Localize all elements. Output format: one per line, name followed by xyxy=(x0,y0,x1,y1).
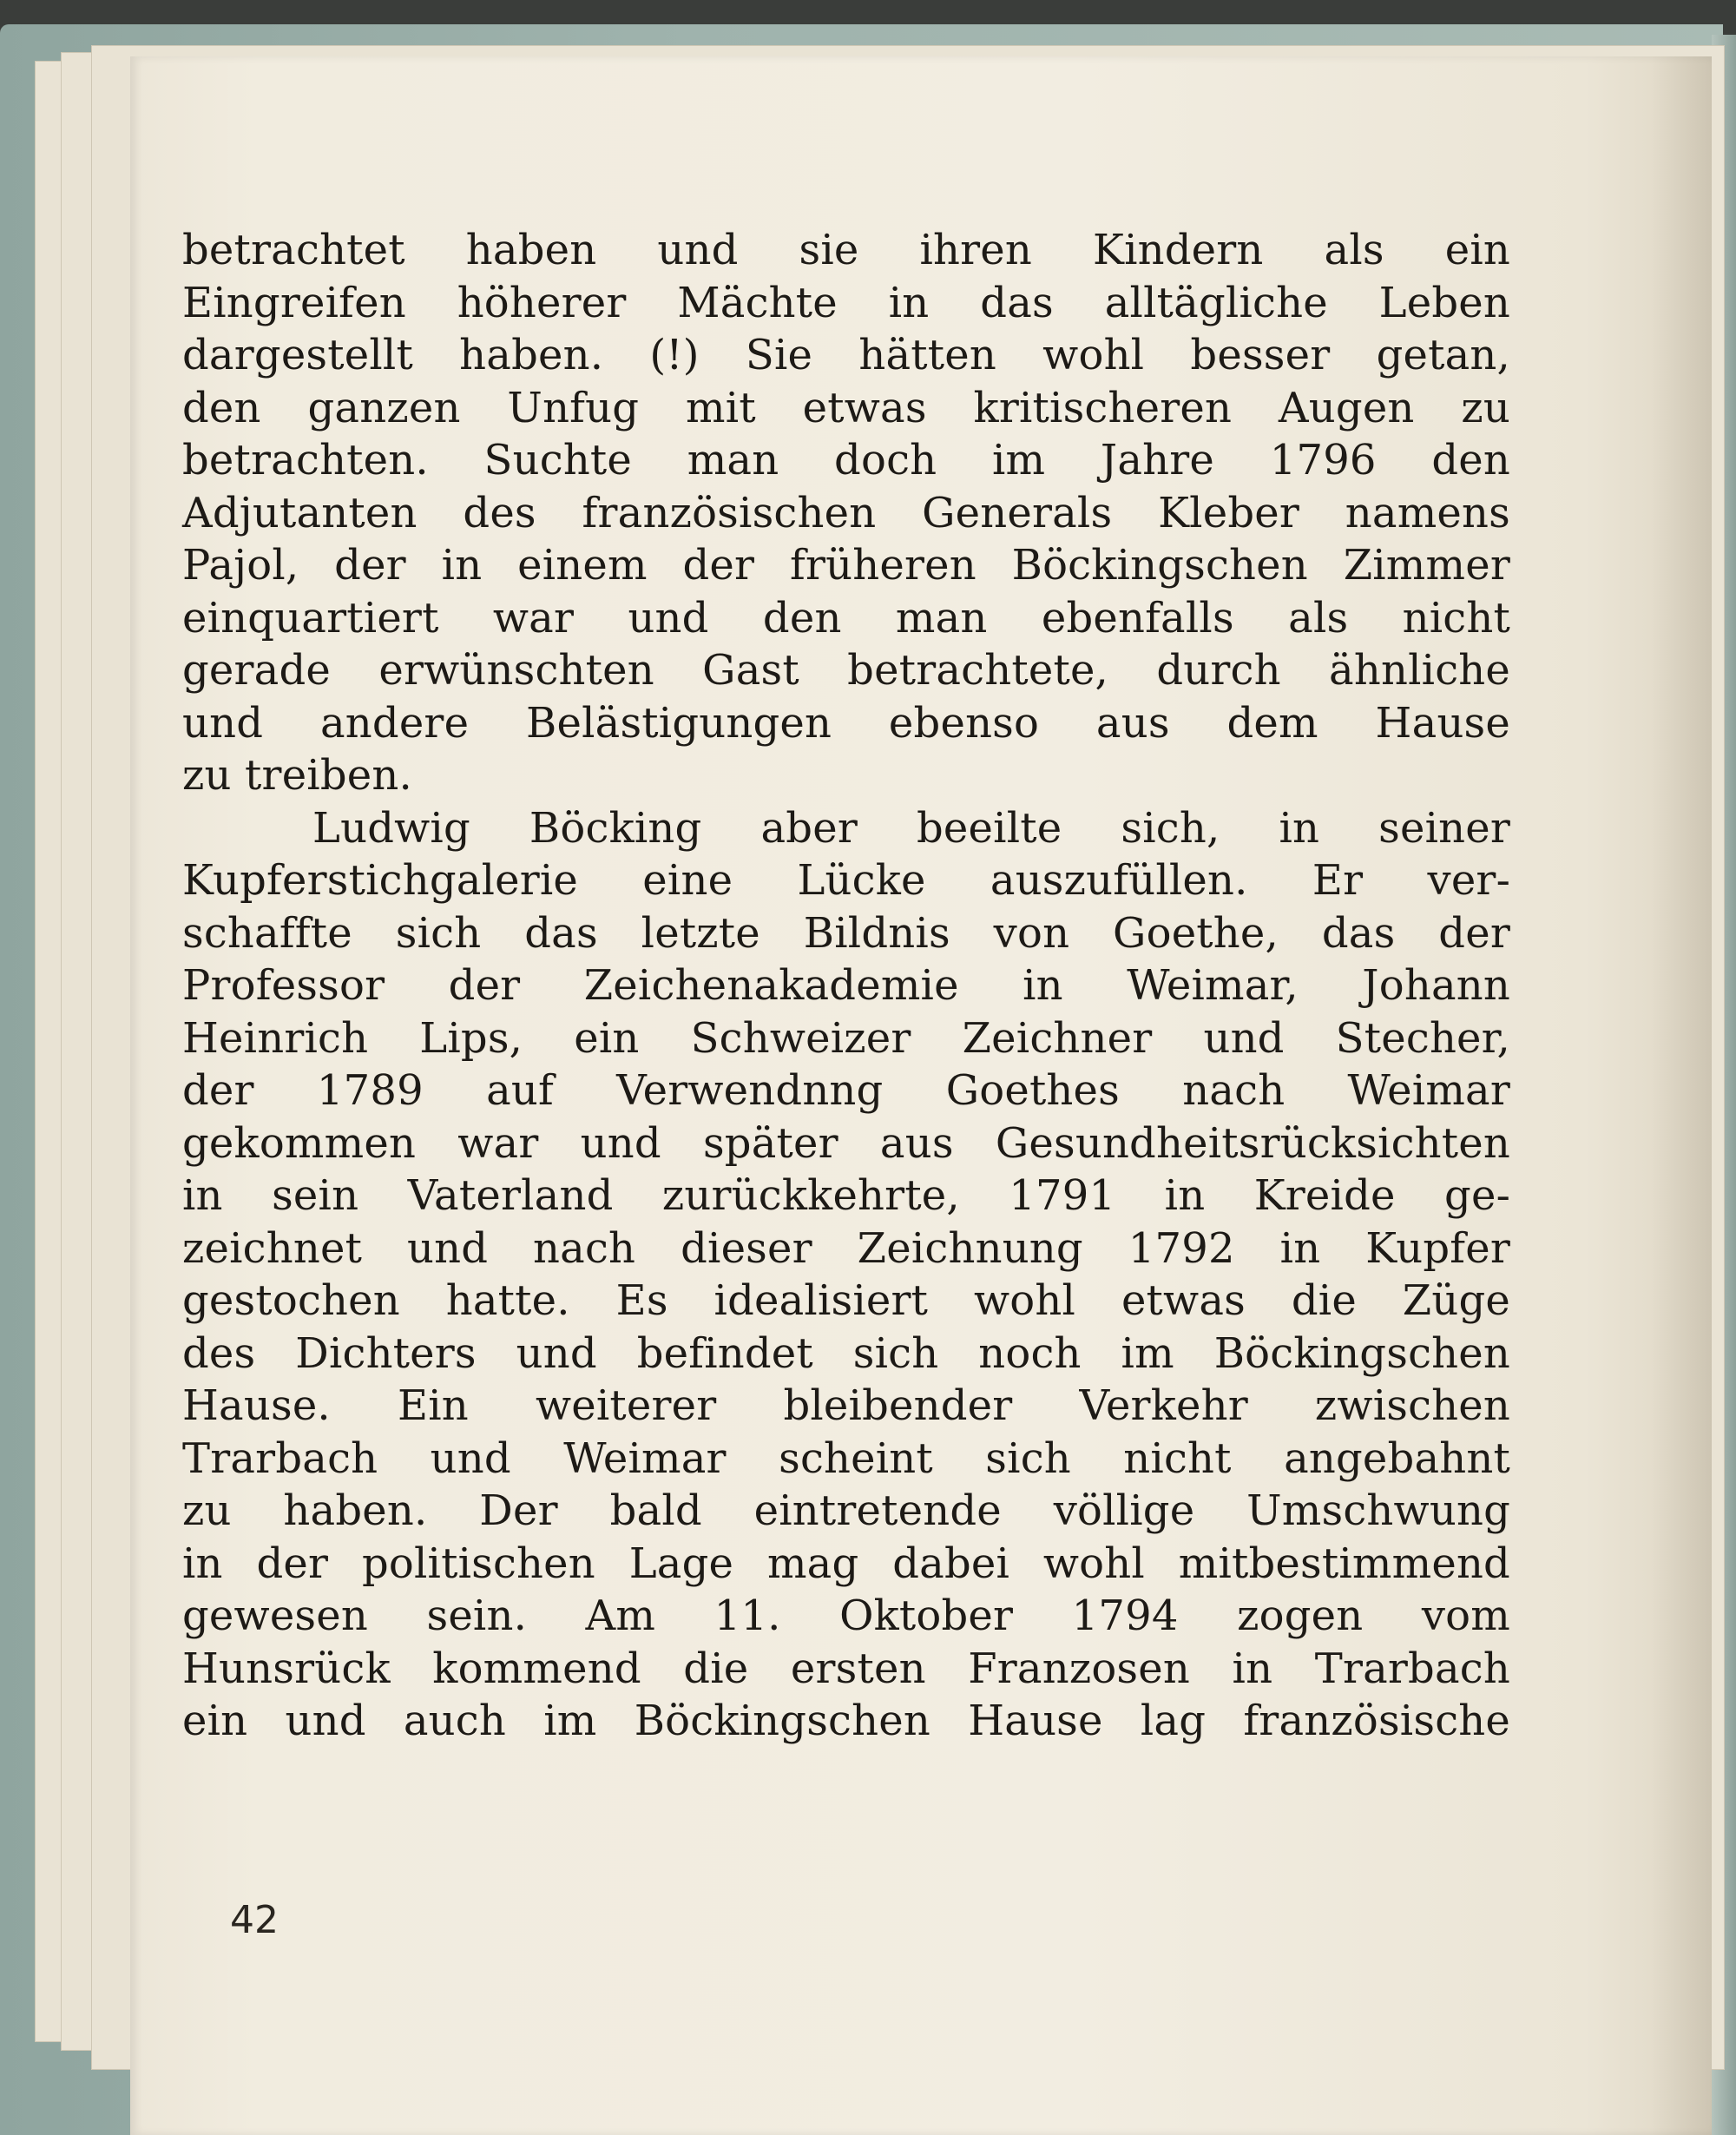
text-line: gerade erwünschten Gast betrachtete, durch ähnliche xyxy=(182,646,1510,695)
text-line: Kupferstichgalerie eine Lücke auszufüllen. Er ver- xyxy=(182,856,1510,905)
text-line: den ganzen Unfug mit etwas kritischeren Augen zu xyxy=(182,383,1510,432)
page-gutter-shadow xyxy=(1651,56,1712,2135)
paragraph-start-line: Ludwig Böcking aber beeilte sich, in seiner xyxy=(312,803,1510,853)
text-line: in der politischen Lage mag dabei wohl mitbestimmend xyxy=(182,1539,1510,1588)
text-line: Heinrich Lips, ein Schweizer Zeichner und Stecher, xyxy=(182,1013,1510,1063)
text-line: einquartiert war und den man ebenfalls als nicht xyxy=(182,593,1510,642)
text-line: zeichnet und nach dieser Zeichnung 1792 in Kupfer xyxy=(182,1223,1510,1273)
text-line: in sein Vaterland zurückkehrte, 1791 in Kreide ge- xyxy=(182,1171,1510,1220)
text-line: dargestellt haben. (!) Sie hätten wohl besser getan, xyxy=(182,331,1510,379)
text-line: und andere Belästigungen ebenso aus dem Hause xyxy=(182,698,1510,748)
text-line: der 1789 auf Verwendnng Goethes nach Weimar xyxy=(182,1066,1510,1115)
text-line: Hunsrück kommend die ersten Franzosen in Trarbach xyxy=(182,1644,1510,1693)
text-line: gekommen war und später aus Gesundheitsrücksichten xyxy=(182,1118,1510,1168)
text-line: ein und auch im Böckingschen Hause lag französische xyxy=(182,1697,1510,1745)
paragraph-end-line: zu treiben. xyxy=(182,751,412,800)
text-line: schaffte sich das letzte Bildnis von Goethe, das der xyxy=(182,908,1510,958)
text-line: Adjutanten des französischen Generals Kleber namens xyxy=(182,488,1510,537)
text-line: des Dichters und befindet sich noch im Böckingschen xyxy=(182,1328,1510,1378)
body-text xyxy=(182,224,1510,1748)
text-line: gewesen sein. Am 11. Oktober 1794 zogen vom xyxy=(182,1591,1510,1640)
text-line: Eingreifen höherer Mächte in das alltägliche Leben xyxy=(182,278,1510,327)
text-line: zu haben. Der bald eintretende völlige Umschwung xyxy=(182,1486,1510,1535)
text-line: betrachtet haben und sie ihren Kindern als ein xyxy=(182,226,1510,274)
text-line: Professor der Zeichenakademie in Weimar, Johann xyxy=(182,961,1510,1010)
page-number: 42 xyxy=(230,1898,279,1942)
text-line: Pajol, der in einem der früheren Böckingschen Zimmer xyxy=(182,541,1510,590)
text-line: Trarbach und Weimar scheint sich nicht angebahnt xyxy=(182,1433,1510,1483)
text-line: Hause. Ein weiterer bleibender Verkehr zwischen xyxy=(182,1381,1510,1430)
text-line: gestochen hatte. Es idealisiert wohl etwas die Züge xyxy=(182,1276,1510,1325)
text-line: betrachten. Suchte man doch im Jahre 1796 den xyxy=(182,436,1510,484)
